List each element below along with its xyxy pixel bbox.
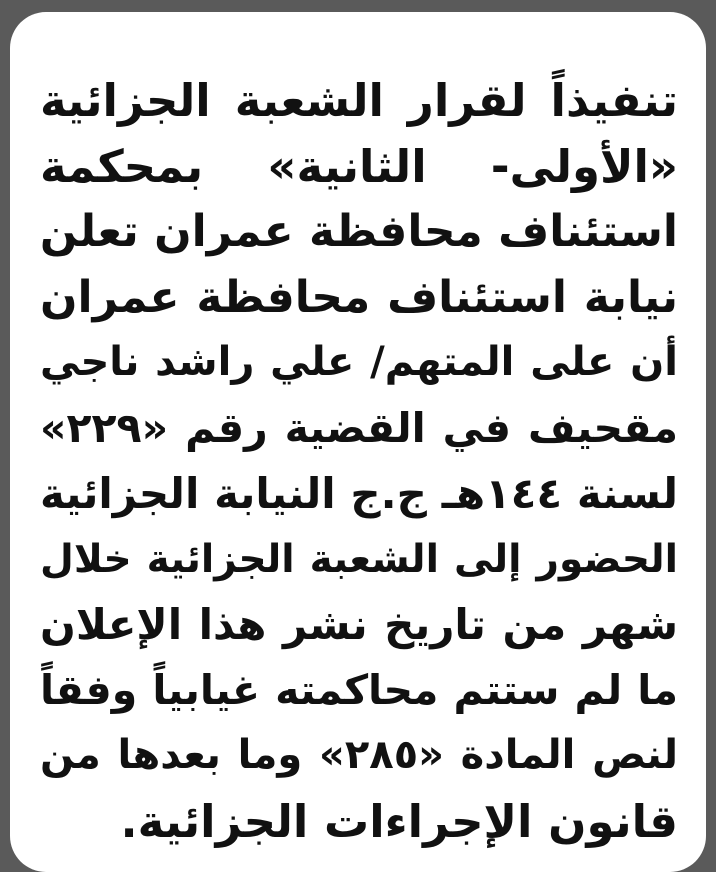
notice-line: أن على المتهم/ علي راشد ناجي <box>40 339 678 385</box>
notice-line: تنفيذاً لقرار الشعبة الجزائية <box>40 74 678 127</box>
notice-line: لسنة ١٤٤هـ ج.ج النيابة الجزائية <box>40 469 678 518</box>
notice-line: استئناف محافظة عمران تعلن <box>39 206 678 257</box>
notice-line: نيابة استئناف محافظة عمران <box>40 271 678 323</box>
notice-line: ما لم ستتم محاكمته غيابياً وفقاً <box>40 665 678 714</box>
notice-line: الحضور إلى الشعبة الجزائية خلال <box>40 536 678 582</box>
notice-line: مقحيف في القضية رقم «٢٢٩» <box>40 403 678 452</box>
notice-line: «الأولى- الثانية» بمحكمة <box>40 139 678 193</box>
notice-line: لنص المادة «٢٨٥» وما بعدها من <box>40 732 679 778</box>
notice-text <box>40 68 678 854</box>
notice-line: شهر من تاريخ نشر هذا الإعلان <box>40 600 678 649</box>
notice-line: قانون الإجراءات الجزائية. <box>120 794 678 848</box>
notice-card <box>10 12 706 872</box>
